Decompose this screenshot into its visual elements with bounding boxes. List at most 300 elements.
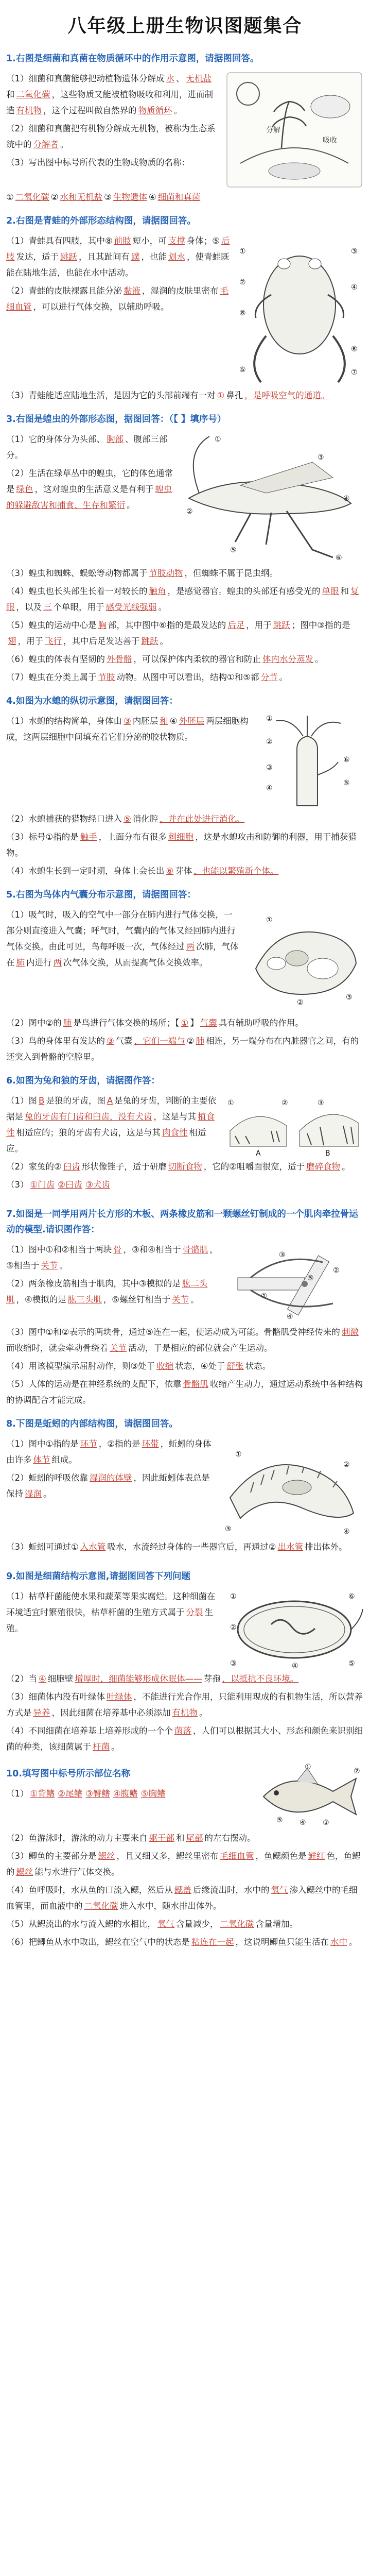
question-text: （2）当 [6,1674,37,1684]
frog-label: ① [239,247,246,256]
answer-blank: 关节 [172,1295,189,1304]
locust-label: ⑤ [230,546,237,554]
answer-blank: ① [217,391,225,400]
answer-blank: 体内水分蒸发 [262,654,313,664]
fish-label: ④ [299,1819,306,1827]
answer-blank: 翅 [8,636,16,646]
question-text: ，但蜘蛛不属于昆虫纲。 [184,568,278,578]
question-text: ，这是水螅攻击和防御的利器，用于捕获猎物。 [6,832,357,858]
question-text: （2）生活在绿草丛中的蝗虫，它的体色通常是 [6,468,173,494]
section-2-heading: 2.右图是青蛙的外部形态结构图，请据图回答。 [6,216,196,226]
answer-blank: 两 [53,958,62,968]
question-text: 和 [176,1833,185,1843]
bird-diagram [245,907,364,1015]
bacteria-label: ① [230,1592,237,1601]
question-text: ，人们可以根据其大小、形态和颜色来识别细菌的种类，该细菌属于 [6,1726,363,1752]
answer-blank: 绿色 [16,484,33,494]
bird-label: ② [297,998,304,1007]
frog-label: ⑤ [239,366,246,374]
hydra-figure [256,713,364,811]
question-text: 相适应。 [6,1128,206,1154]
question-text: ，其中后足发达善于 [63,636,140,646]
question-text: （1） [6,1789,29,1799]
question-text: （3）鸟的身体里有发达的 [6,1036,105,1046]
question-text: （4）蝗虫也长头部生长着一对较长的 [6,586,148,596]
frog-label: ④ [351,283,358,292]
s2-q1 [6,233,230,281]
question-text: 内胚层 [132,716,158,726]
answer-blank: 臼齿 [63,1162,80,1172]
hydra-label: ⑥ [343,756,350,764]
locust-diagram [179,431,364,565]
question-text: （4）鱼呼吸时，水从鱼的口流入鳃，然后从 [6,1885,173,1895]
question-text: 次肺，气体在 [6,942,239,968]
question-text: （1）青蛙具有四肢，其中⑧ [6,236,113,246]
question-text: 状态，④处于 [175,1361,225,1371]
answer-blank: 兔的牙齿有门齿和臼齿，没有犬齿 [25,1112,152,1122]
s1-q4 [6,189,364,205]
answer-blank: 肺 [196,1036,205,1046]
section-6 [6,1073,364,1193]
answer-blank: 二氧化碳 [84,1901,118,1911]
question-text: 相适应的；狼的牙齿有犬齿，这是与其 [16,1128,161,1138]
answer-blank: 二氧化碳 [220,1919,254,1929]
answer-blank: 节肢 [98,672,115,682]
answer-blank: A [107,1096,113,1106]
answer-blank: 前肢 [114,236,131,246]
question-text: （3）细菌体内没有叶绿体 [6,1692,105,1702]
question-text: （2）蚯蚓的呼吸依靠 [6,1473,88,1483]
page-title: 八年级上册生物识图题集合 [67,15,303,37]
question-text: 内进行 [26,958,52,968]
question-text: （1）枯草杆菌能使水果和蔬菜等果实腐烂。这种细菌在环境适宜时繁殖很快，枯草杆菌的生殖方式属于 [6,1591,216,1617]
fish-label: ⑤ [276,1816,283,1824]
s8-q2 [6,1470,215,1502]
question-text: 进入水中，随水排出体外。 [119,1901,222,1911]
bacteria-label: ⑤ [348,1659,355,1668]
question-text: ，湿润的皮肤里密布 [142,286,219,296]
question-text: ，因此细菌在培养基中必须添加 [51,1708,171,1718]
fish-figure [256,1763,364,1830]
answer-blank: 飞行 [45,636,62,646]
answer-blank: 叶绿体 [107,1692,132,1702]
answer-blank: 入水管 [80,1542,106,1552]
answer-blank: 舒张 [226,1361,244,1371]
answer-blank: 鳃丝 [98,1851,115,1861]
question-text: ，③和④相当于 [123,1245,181,1255]
section-9-heading: 9.如图是细菌结构示意图,请据图回答下列问题 [6,1571,190,1582]
section-3-heading: 3.右图是蝗虫的外部形态图，据图回答：（【 】填序号） [6,414,226,425]
question-text: （3）蚯蚓可通过① [6,1542,79,1552]
answer-blank: 分解者 [33,140,59,149]
answer-blank: 肉食性 [162,1128,188,1138]
bacteria-label: ④ [292,1662,298,1670]
locust-label: ④ [343,495,350,503]
question-text: （5）蝗虫的运动中心是 [6,620,97,630]
question-text: 气囊 [115,1036,133,1046]
s10-q2 [6,1830,364,1846]
answer-blank: ④ [39,1674,46,1684]
locust-legs [235,511,333,557]
answer-blank: 切断食物 [168,1162,202,1172]
question-text: ，且又细又多，鳃丝里密布 [116,1851,219,1861]
section-2 [6,213,364,403]
answer-blank: ④腹鳍 [113,1789,138,1799]
question-text: 收缩产生动力，通过运动系统中各种结构的协调配合才能完成。 [6,1379,363,1405]
question-text: ，且其趾间有 [79,252,130,262]
s3-q1 [6,431,173,463]
answer-blank: 水中 [330,1937,347,1947]
locust-wing [240,462,333,493]
question-text: （2）鱼游泳时，游泳的动力主要来自 [6,1833,148,1843]
question-text: 身体；⑤ [186,236,220,246]
worm-organ [283,1480,311,1495]
s5-q1 [6,907,240,971]
answer-blank: ③犬齿 [85,1180,110,1190]
hydra-label: ① [266,715,273,723]
answer-blank: ⑤胸鳍 [140,1789,166,1799]
question-text: （1）它的身体分为头部、 [6,434,105,444]
answer-blank: 关节 [41,1261,58,1270]
question-text: 含量减少， [176,1919,219,1929]
question-text: ，⑤相当于 [6,1245,218,1270]
frog-eye-left [278,259,290,269]
answer-blank: ，并在此处进行消化。 [160,814,245,824]
answer-blank: 无机盐 [186,74,212,83]
question-text: 。 [315,654,324,664]
question-text: 。 [160,636,168,646]
answer-blank: 胸部 [107,434,124,444]
s10-q3 [6,1848,364,1880]
s9-q4 [6,1723,364,1755]
question-text: 。 [111,1742,120,1752]
hydra-tentacles [276,716,341,736]
answer-blank: 三 [43,602,52,612]
s4-q1 [6,713,251,745]
model-label: ① [261,1292,268,1300]
question-text: ，这个过程叫做自然界的 [43,106,137,115]
board-1 [238,1278,305,1290]
question-text: 。 [59,1261,68,1270]
answer-blank: ①背鳍 [30,1789,55,1799]
question-text: （2）青蛙的皮肤裸露且能分泌 [6,286,122,296]
frog-eye-right [309,259,321,269]
question-text: ，这说明鲫鱼只能生活在 [235,1937,329,1947]
question-text: ，可以保护体内柔软的器官和防止 [133,654,261,664]
bacteria-icon [269,163,320,179]
hydra-bud [318,762,338,775]
question-text: 芽体 [175,866,192,876]
question-text: （7）蝗虫在分类上属于 [6,672,97,682]
question-text: ，鱼鳃颜色是 [255,1851,307,1861]
section-10 [6,1763,364,1950]
s5-q2 [6,1015,364,1031]
hydra-label: ⑤ [343,779,350,787]
question-text: （2）图中②的 [6,1018,62,1028]
section-5 [6,887,364,1065]
section-1 [6,51,364,205]
question-text: ，是感觉器官。蝗虫的头部还有感受光的 [167,586,321,596]
s7-q5 [6,1376,364,1408]
answer-blank: 关节 [110,1343,127,1353]
answer-blank: 水和无机盐 [60,192,103,202]
question-text: 。 [60,140,69,149]
fish-label: ① [305,1763,311,1771]
question-text: （3）标号①指的是 [6,832,79,842]
section-9 [6,1569,364,1755]
s10-q5 [6,1916,364,1932]
answer-blank: 毛细血管 [220,1851,254,1861]
answer-blank: 生物遗体 [113,192,147,202]
question-text: 能与水进行气体交换。 [34,1867,120,1877]
cycle-diagram [225,71,364,189]
answer-blank: 二氧化碳 [15,192,49,202]
locust-label: ③ [318,453,324,462]
answer-blank: 氧气 [271,1885,288,1895]
bacteria-label: ③ [230,1659,237,1668]
question-text: ，使青蛙既能在陆地生活，也能在水中活动。 [6,252,230,278]
worm-label: ④ [343,1528,350,1536]
model-label: ⑤ [307,1274,314,1282]
question-text: 。 [43,1489,52,1499]
answer-blank: 复眼 [6,586,359,612]
model-label: ② [333,1266,340,1275]
s10-q6 [6,1934,364,1950]
question-text: （3） [6,1180,29,1190]
answer-blank: 蹼 [131,252,140,262]
label-absorb: 吸收 [323,137,337,145]
question-text: 、腹部三部分。 [6,434,168,460]
answer-blank: 有机物 [16,106,42,115]
answer-blank: ，是呼吸空气的通道。 [244,391,330,400]
bacteria-diagram [225,1588,364,1671]
question-text: 和 [6,90,15,99]
section-4-heading: 4.如图为水螅的纵切示意图，请据图回答： [6,696,178,706]
s4-q2 [6,811,364,827]
answer-blank: 骨骼肌 [183,1379,208,1389]
bird-label: ① [266,916,273,924]
s9-q1 [6,1588,220,1636]
locust-figure [179,431,364,565]
question-text: ，它的②咀嚼面很宽，适于 [203,1162,305,1172]
question-text: ，以及 [16,602,42,612]
answer-blank: 湿润 [25,1489,42,1499]
bacteria-figure [225,1588,364,1671]
wolf-jaw [299,1114,359,1146]
hydra-diagram [256,713,364,811]
answer-blank: ②臼齿 [58,1180,83,1190]
question-text: 形状像锉子，适于研磨 [81,1162,167,1172]
answer-blank: 磨碎食物 [306,1162,341,1172]
question-text: ，用于 [246,620,272,630]
answer-blank: 节肢动物 [149,568,183,578]
answer-blank: 细菌和真菌 [157,192,201,202]
answer-blank: 外骨骼 [107,654,132,664]
answer-blank: 分节 [260,672,278,682]
s1-q2 [6,121,220,152]
bacteria-label: ⑥ [348,1592,355,1601]
answer-blank: 水 [166,74,174,83]
question-text: 的左右摆动。 [204,1833,256,1843]
question-text: 。 [190,1295,199,1304]
s9-q2 [6,1671,364,1687]
question-text: ① [6,192,14,202]
question-text: ② [186,1036,195,1046]
worm-diagram [220,1436,364,1539]
answer-blank: 收缩 [156,1361,174,1371]
answer-blank: 分裂 [186,1607,203,1617]
section-7 [6,1207,364,1408]
s5-q3 [6,1033,364,1065]
worm-label: ② [343,1461,350,1469]
answer-blank: ，以抵抗不良环境。 [222,1674,299,1684]
flagellum [351,1609,363,1630]
locust-antenna [193,436,209,493]
question-text: ③ [104,192,112,202]
question-text: 色，鱼鳃的 [6,1851,361,1877]
s8-q1 [6,1436,215,1468]
section-6-heading: 6.如图为兔和狼的牙齿，请据图作答： [6,1076,160,1086]
teeth-label: A [256,1149,261,1157]
question-text: 】 [190,1018,199,1028]
bird-lung [286,951,308,966]
question-text: ，也能 [141,252,167,262]
model-label: ③ [279,1251,286,1259]
answer-blank: ① [181,1018,189,1028]
fish-body [263,1778,356,1815]
question-text: ，这对蝗虫的生活意义是有利于 [34,484,154,494]
s3-q5 [6,617,364,649]
cycle-figure [225,71,364,189]
worm-label: ① [235,1450,242,1459]
section-5-heading: 5.右图为鸟体内气囊分布示意图，请据图回答： [6,890,196,900]
answer-blank: 尾部 [186,1833,203,1843]
question-text: 而收缩时，就会牵动骨绕着 [6,1343,108,1353]
answer-blank: ①门齿 [30,1180,55,1190]
question-text: 短小，可 [132,236,167,246]
answer-blank: ③臀鳍 [85,1789,110,1799]
bird-label: ③ [346,993,353,1002]
question-text: 。 [279,672,288,682]
question-text: （3）图中①和②表示的两块骨，通过⑤连在一起，使运动成为可能。骨骼肌受神经传来的 [6,1327,340,1337]
question-text: ④ [169,716,178,726]
frog-label: ⑥ [351,345,358,353]
frog-body [263,256,336,354]
question-text: ；图中③指的是 [291,620,350,630]
muscle-model-diagram [230,1242,364,1324]
answer-blank: 肺 [16,958,25,968]
question-text: （1）图 [6,1096,37,1106]
question-text: ，因此蚯蚓体表总是保持 [6,1473,210,1499]
answer-blank: 气囊 [200,1018,217,1028]
answer-blank: 环带 [142,1439,159,1449]
question-text: 活动，于是相应的部位就会产生运动。 [128,1343,273,1353]
question-text: 组成。 [51,1455,77,1465]
s3-q6 [6,651,364,667]
s2-q2 [6,283,230,315]
hydra-label: ③ [266,764,273,772]
s1-q1 [6,71,220,118]
teeth-label: ① [227,1099,234,1107]
answer-blank: 植食性 [6,1112,215,1138]
answer-blank: 环节 [80,1439,97,1449]
bacteria-label: ② [230,1623,237,1632]
answer-blank: 支撑 [168,236,185,246]
s1-q3: （3）写出图中标号所代表的生物或物质的名称： [6,158,190,167]
answer-blank: 两 [186,942,195,952]
answer-blank: ⑥ [166,866,174,876]
question-text: 动物。从图中可以看出，结构①和⑤都 [116,672,259,682]
bird-air-sac-front [267,957,286,970]
locust-label: ② [186,507,193,516]
question-text: 细胞壁 [47,1674,74,1684]
frog-diagram [235,233,364,387]
answer-blank: 蝗虫的躲避敌害和捕食、生存和繁衍 [6,484,172,510]
question-text: （2）细菌和真菌把有机物分解成无机物，被称为生态系统中的 [6,124,216,149]
fish-label: ③ [323,1819,329,1827]
answer-blank: 肺 [63,1018,72,1028]
answer-blank: 鳃丝 [16,1867,33,1877]
question-text: （6）蝗虫的体表有坚韧的 [6,654,105,664]
question-text: 、 [176,74,185,83]
question-text: 。 [158,602,167,612]
worm-label: ③ [225,1525,232,1533]
s4-q3 [6,829,364,861]
question-text: （2）水螅捕获的猎物经口进入 [6,814,122,824]
s6-q1 [6,1093,220,1157]
teeth-figure [225,1093,364,1159]
question-text: 具有辅助呼吸的作用。 [218,1018,304,1028]
model-figure [230,1242,364,1324]
answer-blank: 黏液 [124,286,140,296]
answer-blank: B [39,1096,45,1106]
s3-q2 [6,465,173,513]
s7-q2 [6,1276,225,1308]
hydra-label: ④ [266,784,273,792]
question-text: ，不能进行光合作用，只能利用现成的有机物生活，所以营养方式是 [6,1692,363,1718]
answer-blank: 粘连在一起 [191,1937,234,1947]
question-text: （2）家兔的② [6,1162,62,1172]
question-text: ，②指的是 [98,1439,140,1449]
question-text: 。 [349,1937,358,1947]
s7-q3 [6,1324,364,1356]
hydra-body [297,736,318,806]
answer-blank: 异养 [33,1708,50,1718]
section-10-heading: 10.填写图中标号所示部位名称 [6,1769,131,1779]
answer-blank: 菌落 [174,1726,191,1736]
teeth-label: ③ [318,1099,324,1107]
answer-blank: 肱三头肌 [67,1295,102,1304]
answer-blank: 湿润的体壁 [90,1473,132,1483]
s6-q2 [6,1159,364,1175]
section-1-heading: 1.右图是细菌和真菌在物质循环中的作用示意图，请据图回答。 [6,54,259,64]
s6-q3 [6,1177,364,1193]
answer-blank: 单眼 [322,586,339,596]
answer-blank: 物质循环 [138,106,172,115]
frog-label: ③ [351,247,358,256]
question-text: ，蚯蚓的身体由许多 [6,1439,212,1465]
frog-label: ⑧ [239,309,246,317]
answer-blank: 肱二头肌 [6,1279,208,1304]
s2-q3 [6,387,364,403]
answer-blank: 体节 [33,1455,50,1465]
section-8-heading: 8.下图是蚯蚓的内部结构图，请据图回答。 [6,1419,178,1429]
question-text: ，④模拟的是 [16,1295,66,1304]
answer-blank: 胸 [98,620,107,630]
teeth-label: B [325,1149,330,1157]
answer-blank: 刺细胞 [168,832,194,842]
question-text: 是兔的牙齿，判断的主要依据是 [6,1096,217,1122]
